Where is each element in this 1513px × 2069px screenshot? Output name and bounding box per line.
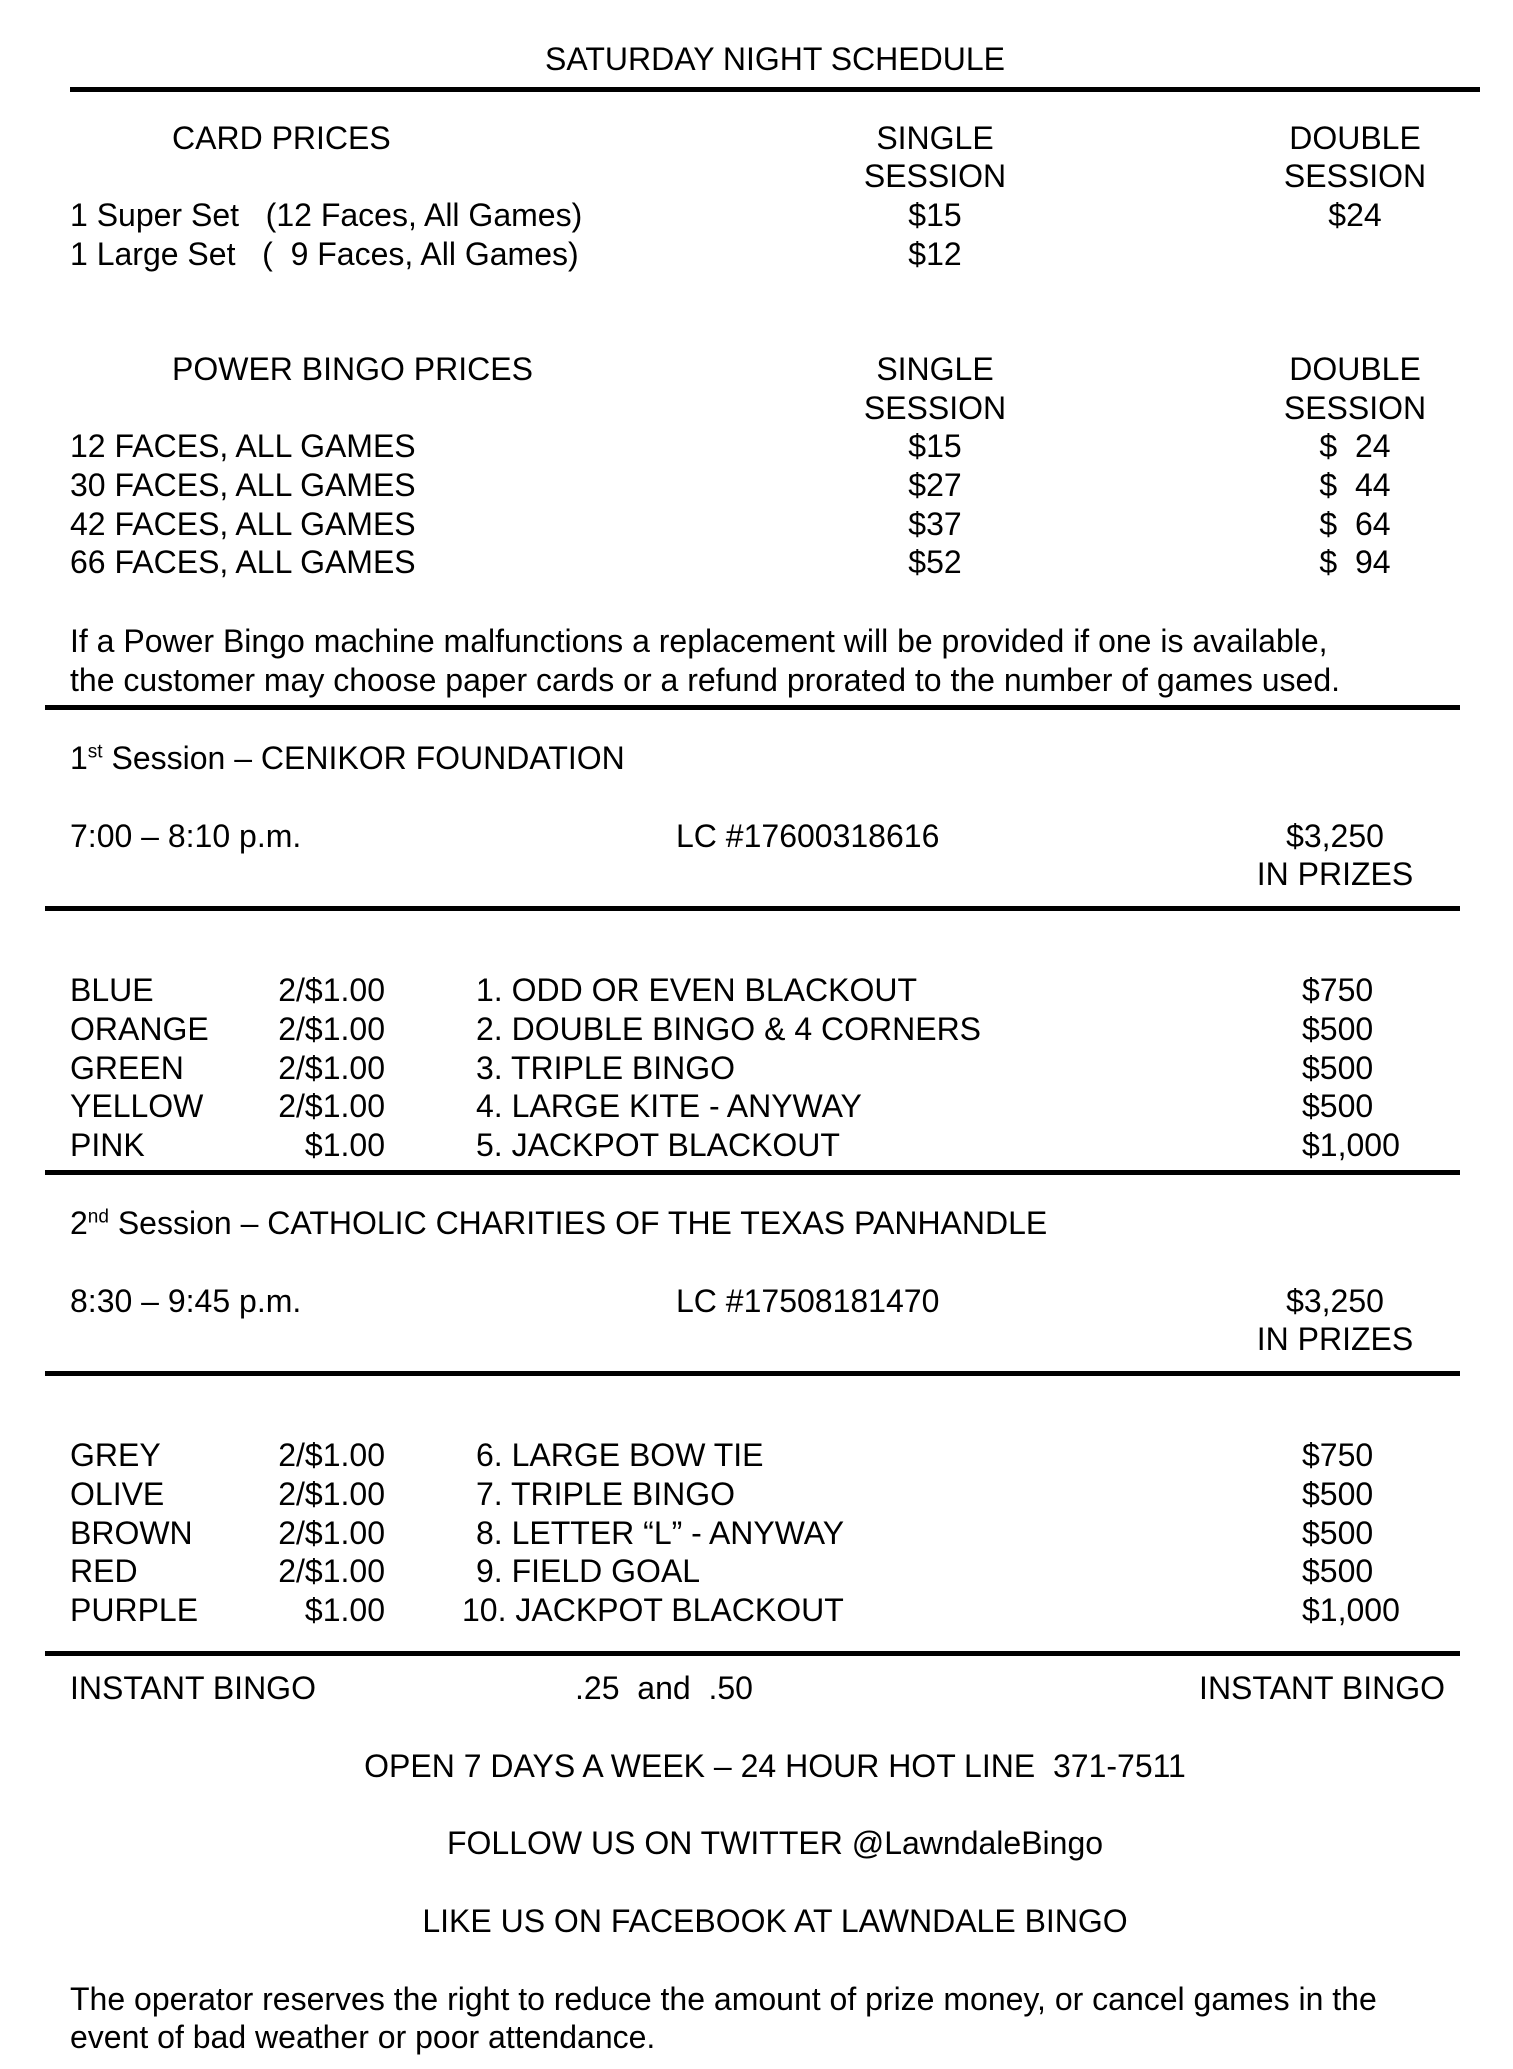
prize-caption: IN PRIZES (1256, 1321, 1414, 1357)
instant-bingo-right: INSTANT BINGO (1199, 1670, 1445, 1706)
prize-caption: IN PRIZES (1256, 856, 1414, 892)
power-price-label: 42 FACES, ALL GAMES (70, 506, 416, 542)
power-price-single: $15 (908, 428, 962, 464)
single-session-header-2: SESSION (863, 158, 1007, 194)
card-price: 2/$1.00 (278, 1553, 385, 1589)
game-name: 7. TRIPLE BINGO (476, 1476, 736, 1512)
card-color: OLIVE (70, 1476, 165, 1512)
card-price: 2/$1.00 (278, 972, 385, 1008)
game-prize: $750 (1302, 972, 1374, 1008)
game-name: 10. JACKPOT BLACKOUT (462, 1592, 844, 1628)
session-name: Session – CATHOLIC CHARITIES OF THE TEXAS PANHANDLE (108, 1205, 1048, 1241)
power-bingo-note-line-1: If a Power Bingo machine malfunctions a replacement will be provided if one is available, (70, 623, 1328, 659)
section-divider (45, 906, 1460, 911)
session-time: 7:00 – 8:10 p.m. (70, 818, 302, 854)
disclaimer-line-1: The operator reserves the right to reduce the amount of prize money, or cancel games in the (70, 1981, 1377, 2017)
game-prize: $750 (1302, 1437, 1374, 1473)
power-bingo-header: POWER BINGO PRICES (172, 351, 533, 387)
session-time: 8:30 – 9:45 p.m. (70, 1283, 302, 1319)
page-title: SATURDAY NIGHT SCHEDULE (545, 41, 1005, 77)
session-1-title (70, 739, 625, 777)
power-price-double: $ 64 (1319, 506, 1391, 542)
hotline-text: OPEN 7 DAYS A WEEK – 24 HOUR HOT LINE 371-7511 (364, 1748, 1186, 1784)
card-price-single: $12 (908, 236, 962, 272)
card-color: GREEN (70, 1050, 184, 1086)
game-name: 6. LARGE BOW TIE (476, 1437, 764, 1473)
card-price-label: 1 Super Set (12 Faces, All Games) (70, 197, 583, 233)
game-prize: $1,000 (1302, 1592, 1400, 1628)
section-divider (45, 1170, 1460, 1175)
power-price-double: $ 44 (1319, 467, 1391, 503)
session-ordinal-suffix: st (87, 741, 103, 763)
card-price: $1.00 (304, 1592, 385, 1628)
game-prize: $500 (1302, 1050, 1374, 1086)
prize-total: $3,250 (1286, 1283, 1384, 1319)
card-price-label: 1 Large Set ( 9 Faces, All Games) (70, 236, 579, 272)
disclaimer-line-2: event of bad weather or poor attendance. (70, 2019, 656, 2055)
single-session-header-1: SINGLE (876, 120, 994, 156)
license-number: LC #17508181470 (676, 1283, 940, 1319)
card-color: PURPLE (70, 1592, 199, 1628)
game-name: 4. LARGE KITE - ANYWAY (476, 1088, 862, 1124)
game-name: 2. DOUBLE BINGO & 4 CORNERS (476, 1011, 982, 1047)
power-price-single: $27 (908, 467, 962, 503)
card-price-single: $15 (908, 197, 962, 233)
card-price-double: $24 (1328, 197, 1382, 233)
session-ordinal: 1 (70, 740, 88, 776)
single-session-header-1: SINGLE (876, 351, 994, 387)
game-prize: $500 (1302, 1515, 1374, 1551)
power-price-single: $52 (908, 544, 962, 580)
game-name: 1. ODD OR EVEN BLACKOUT (476, 972, 917, 1008)
card-price: 2/$1.00 (278, 1050, 385, 1086)
card-price: 2/$1.00 (278, 1088, 385, 1124)
session-ordinal: 2 (70, 1205, 88, 1241)
game-name: 5. JACKPOT BLACKOUT (476, 1127, 840, 1163)
license-number: LC #17600318616 (676, 818, 940, 854)
card-price: $1.00 (304, 1127, 385, 1163)
card-color: ORANGE (70, 1011, 209, 1047)
power-price-double: $ 24 (1319, 428, 1391, 464)
session-name: Session – CENIKOR FOUNDATION (102, 740, 625, 776)
card-color: BLUE (70, 972, 154, 1008)
single-session-header-2: SESSION (863, 390, 1007, 426)
power-price-label: 12 FACES, ALL GAMES (70, 428, 416, 464)
facebook-text: LIKE US ON FACEBOOK AT LAWNDALE BINGO (422, 1903, 1128, 1939)
game-prize: $500 (1302, 1011, 1374, 1047)
section-divider (45, 1371, 1460, 1376)
game-prize: $500 (1302, 1553, 1374, 1589)
card-color: YELLOW (70, 1088, 204, 1124)
game-prize: $500 (1302, 1088, 1374, 1124)
double-session-header-2: SESSION (1283, 158, 1427, 194)
card-price: 2/$1.00 (278, 1011, 385, 1047)
section-divider (45, 1651, 1460, 1656)
card-color: RED (70, 1553, 138, 1589)
card-color: BROWN (70, 1515, 193, 1551)
double-session-header-1: DOUBLE (1289, 120, 1421, 156)
card-price: 2/$1.00 (278, 1476, 385, 1512)
prize-total: $3,250 (1286, 818, 1384, 854)
double-session-header-1: DOUBLE (1289, 351, 1421, 387)
power-price-label: 66 FACES, ALL GAMES (70, 544, 416, 580)
twitter-text: FOLLOW US ON TWITTER @LawndaleBingo (446, 1825, 1104, 1861)
card-price: 2/$1.00 (278, 1437, 385, 1473)
title-divider (70, 87, 1480, 92)
card-prices-header: CARD PRICES (172, 120, 391, 156)
section-divider (45, 705, 1460, 710)
power-price-single: $37 (908, 506, 962, 542)
session-2-title (70, 1204, 1047, 1242)
game-name: 9. FIELD GOAL (476, 1553, 701, 1589)
power-bingo-note-line-2: the customer may choose paper cards or a refund prorated to the number of games used. (70, 662, 1341, 698)
game-prize: $1,000 (1302, 1127, 1400, 1163)
card-color: PINK (70, 1127, 145, 1163)
session-ordinal-suffix: nd (87, 1206, 109, 1228)
power-price-double: $ 94 (1319, 544, 1391, 580)
card-price: 2/$1.00 (278, 1515, 385, 1551)
instant-bingo-prices: .25 and .50 (575, 1670, 753, 1706)
instant-bingo-left: INSTANT BINGO (70, 1670, 316, 1706)
game-prize: $500 (1302, 1476, 1374, 1512)
double-session-header-2: SESSION (1283, 390, 1427, 426)
card-color: GREY (70, 1437, 161, 1473)
game-name: 8. LETTER “L” - ANYWAY (476, 1515, 845, 1551)
game-name: 3. TRIPLE BINGO (476, 1050, 736, 1086)
power-price-label: 30 FACES, ALL GAMES (70, 467, 416, 503)
